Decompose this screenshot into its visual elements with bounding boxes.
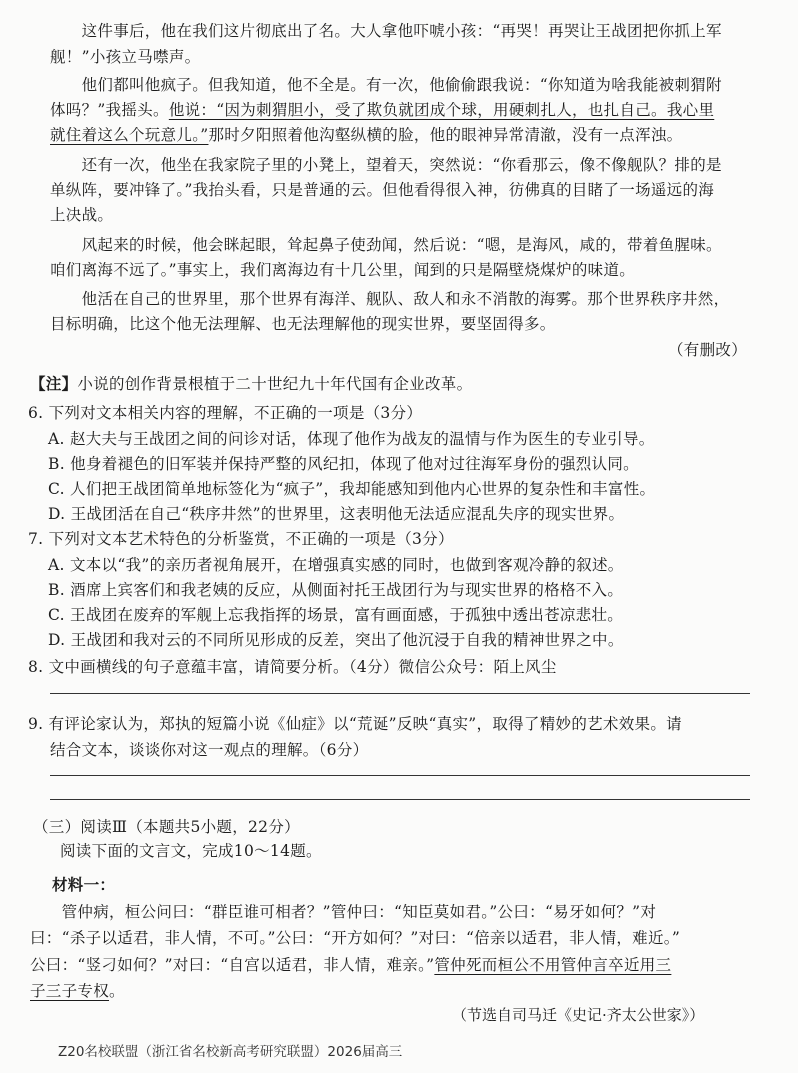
q7-stem: 7. 下列对文本艺术特色的分析鉴赏，不正确的一项是（3分） — [28, 530, 454, 548]
q6-stem: 6. 下列对文本相关内容的理解，不正确的一项是（3分） — [28, 404, 423, 422]
underlined-classical-part1: 管仲死而桓公不用管仲言卒近用三 — [434, 956, 672, 974]
footer-text: Z20名校联盟（浙江省名校新高考研究联盟）2026届高三 — [58, 1044, 403, 1060]
q7-option-a: A. 文本以“我”的亲历者视角展开，在增强真实感的同时，也做到客观冷静的叙述。 — [48, 556, 624, 574]
material-line4: 子三子专权。 — [30, 982, 125, 1000]
material-line1: 管仲病，桓公问曰：“群臣谁可相者？”管仲曰：“知臣莫如君。”公曰：“易牙如何？”对 — [30, 903, 657, 921]
background-note: 【注】小说的创作背景根植于二十世纪九十年代国有企业改革。 — [30, 374, 473, 393]
story-p3-line3: 上决战。 — [50, 206, 114, 224]
q8-answer-line — [50, 693, 750, 694]
story-p1-line2: 舰！”小孩立马噤声。 — [50, 48, 201, 66]
story-p4-line2: 咱们离海不远了。”事实上，我们离海边有十几公里，闻到的只是隔壁烧煤炉的味道。 — [50, 261, 636, 279]
q7-option-d: D. 王战团和我对云的不同所见形成的反差，突出了他沉浸于自我的精神世界之中。 — [48, 631, 624, 649]
q9-answer-line-1 — [50, 775, 750, 776]
q6-option-a: A. 赵大夫与王战团之间的问诊对话，体现了他作为战友的温情与作为医生的专业引导。 — [48, 430, 655, 448]
material-source: （节选自司马迁《史记·齐太公世家》） — [452, 1006, 705, 1024]
story-p3-line1: 还有一次，他坐在我家院子里的小凳上，望着天，突然说：“你看那云，像不像舰队？排的是 — [50, 156, 722, 174]
material-label: 材料一： — [52, 875, 116, 894]
story-p1-line1: 这件事后，他在我们这片彻底出了名。大人拿他吓唬小孩：“再哭！再哭让王战团把你抓上军 — [50, 22, 722, 40]
q6-option-d: D. 王战团活在自己“秩序井然”的世界里，这表明他无法适应混乱失序的现实世界。 — [48, 505, 625, 523]
story-p2-line2: 体吗？”我摇头。他说：“因为刺猬胆小，受了欺负就团成个球，用硬刺扎人，也扎自己。我心里 — [50, 101, 715, 119]
material-line2: 曰：“杀子以适君，非人情，不可。”公曰：“开方如何？”对曰：“倍亲以适君，非人情，难近。” — [30, 929, 681, 947]
material-line3: 公曰：“竖刁如何？”对曰：“自宫以适君，非人情，难亲。”管仲死而桓公不用管仲言卒近用三 — [30, 956, 672, 974]
story-p5-line2: 目标明确，比这个他无法理解、也无法理解他的现实世界，要坚固得多。 — [50, 315, 556, 333]
story-p4-line1: 风起来的时候，他会眯起眼，耸起鼻子使劲闻，然后说：“嗯，是海风，咸的，带着鱼腥味。 — [50, 236, 722, 254]
q9-answer-line-2 — [50, 799, 750, 800]
edit-note: （有删改） — [668, 341, 748, 359]
section3-instruction: 阅读下面的文言文，完成10～14题。 — [60, 842, 322, 860]
story-p2-line1: 他们都叫他疯子。但我知道，他不全是。有一次，他偷偷跟我说：“你知道为啥我能被刺猬附 — [50, 76, 722, 94]
underlined-sentence-part2: 就住着这么个玩意儿。” — [50, 126, 209, 144]
story-p5-line1: 他活在自己的世界里，那个世界有海洋、舰队、敌人和永不消散的海雾。那个世界秩序井然， — [50, 290, 730, 308]
q8-stem: 8. 文中画横线的句子意蕴丰富，请简要分析。（4分）微信公众号：陌上风尘 — [28, 658, 557, 676]
story-p3-line2: 单纵阵，要冲锋了。”我抬头看，只是普通的云。但他看得很入神，彷佛真的目睹了一场遥远的海 — [50, 181, 715, 199]
watermark-text: 微信公众号：陌上风尘 — [398, 658, 557, 676]
section3-title: （三）阅读Ⅲ（本题共5小题，22分） — [33, 818, 300, 836]
q9-stem-line1: 9. 有评论家认为，郑执的短篇小说《仙症》以“荒诞”反映“真实”，取得了精妙的艺术效果。请 — [28, 715, 682, 733]
underlined-classical-part2: 子三子专权 — [30, 982, 110, 1000]
q7-option-b: B. 酒席上宾客们和我老姨的反应，从侧面衬托王战团行为与现实世界的格格不入。 — [48, 581, 624, 599]
story-p2-line3: 就住着这么个玩意儿。”那时夕阳照着他沟壑纵横的脸，他的眼神异常清澈，没有一点浑浊。 — [50, 126, 683, 144]
q6-option-b: B. 他身着褪色的旧军装并保持严整的风纪扣，体现了他对过往海军身份的强烈认同。 — [48, 455, 639, 473]
underlined-sentence-part1: 他说：“因为刺猬胆小，受了欺负就团成个球，用硬刺扎人，也扎自己。我心里 — [168, 101, 715, 119]
q6-option-c: C. 人们把王战团简单地标签化为“疯子”，我却能感知到他内心世界的复杂性和丰富性。 — [48, 480, 656, 498]
q7-option-c: C. 王战团在废弃的军舰上忘我指挥的场景，富有画面感，于孤独中透出苍凉悲壮。 — [48, 606, 624, 624]
q9-stem-line2: 结合文本，谈谈你对这一观点的理解。（6分） — [50, 741, 369, 759]
